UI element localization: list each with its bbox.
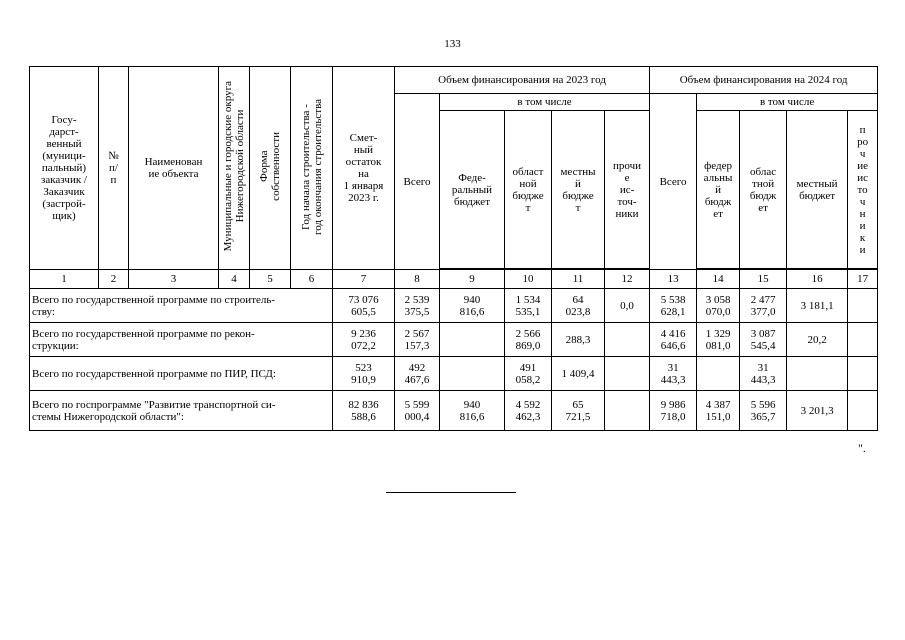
local-2024-cell	[787, 357, 848, 391]
total-2023-cell: 492 467,6	[395, 357, 440, 391]
header-regional-2024: облас тной бюдж ет	[740, 111, 787, 269]
other-2023-cell	[605, 323, 650, 357]
federal-2023-cell	[440, 323, 505, 357]
column-number: 9	[440, 270, 505, 289]
header-incl-2024: в том числе	[697, 94, 878, 111]
other-2024-cell	[848, 357, 878, 391]
total-2024-cell: 31 443,3	[650, 357, 697, 391]
local-2024-cell: 3 201,3	[787, 391, 848, 431]
local-2023-cell: 1 409,4	[552, 357, 605, 391]
bottom-divider	[386, 492, 516, 493]
local-2023-cell: 64 023,8	[552, 289, 605, 323]
table-row	[30, 357, 878, 391]
header-balance: Смет- ный остаток на 1 января 2023 г.	[333, 67, 395, 270]
column-number: 17	[848, 270, 878, 289]
column-number: 6	[291, 270, 333, 289]
column-number: 11	[552, 270, 605, 289]
column-number: 15	[740, 270, 787, 289]
column-number: 4	[219, 270, 250, 289]
regional-2024-cell: 31 443,3	[740, 357, 787, 391]
local-2023-cell: 65 721,5	[552, 391, 605, 431]
column-number-row	[30, 270, 878, 289]
total-2023-cell: 2 539 375,5	[395, 289, 440, 323]
header-regional-2023: област ной бюдже т	[505, 111, 552, 269]
other-2024-cell	[848, 323, 878, 357]
header-customer: Госу- дарст- венный (муници- пальный) заказчик / Заказчик (застрой- щик)	[30, 67, 99, 270]
other-2024-cell	[848, 289, 878, 323]
federal-2023-cell: 940 816,6	[440, 289, 505, 323]
header-federal-2024: федер альны й бюдж ет	[697, 111, 740, 269]
other-2023-cell: 0,0	[605, 289, 650, 323]
header-federal-2023: Феде- ральный бюджет	[440, 111, 505, 269]
header-local-2023: местны й бюдже т	[552, 111, 605, 269]
header-npp: № п/ п	[99, 67, 129, 270]
regional-2024-cell: 3 087 545,4	[740, 323, 787, 357]
row-label: Всего по госпрограмме "Развитие транспортной си- стемы Нижегородской области":	[30, 391, 333, 431]
header-local-2024: местный бюджет	[787, 111, 848, 269]
local-2023-cell: 288,3	[552, 323, 605, 357]
column-number: 8	[395, 270, 440, 289]
column-number: 7	[333, 270, 395, 289]
federal-2024-cell: 1 329 081,0	[697, 323, 740, 357]
balance-cell: 9 236 072,2	[333, 323, 395, 357]
row-label: Всего по государственной программе по строитель- ству:	[30, 289, 333, 323]
regional-2023-cell: 2 566 869,0	[505, 323, 552, 357]
regional-2023-cell: 4 592 462,3	[505, 391, 552, 431]
column-number: 13	[650, 270, 697, 289]
other-2023-cell	[605, 391, 650, 431]
federal-2023-cell: 940 816,6	[440, 391, 505, 431]
local-2024-cell: 3 181,1	[787, 289, 848, 323]
regional-2023-cell: 1 534 535,1	[505, 289, 552, 323]
header-fin-2024: Объем финансирования на 2024 год	[650, 67, 878, 94]
regional-2024-cell: 2 477 377,0	[740, 289, 787, 323]
federal-2023-cell	[440, 357, 505, 391]
federal-2024-cell: 4 387 151,0	[697, 391, 740, 431]
column-number: 3	[129, 270, 219, 289]
column-number: 10	[505, 270, 552, 289]
header-ownership: Форма собственности	[250, 67, 291, 270]
other-2023-cell	[605, 357, 650, 391]
federal-2024-cell: 3 058 070,0	[697, 289, 740, 323]
header-total-2024: Всего	[650, 94, 697, 270]
row-label: Всего по государственной программе по рекон- струкции:	[30, 323, 333, 357]
balance-cell: 523 910,9	[333, 357, 395, 391]
header-years: Год начала строительства - год окончания строительства	[291, 67, 333, 270]
balance-cell: 73 076 605,5	[333, 289, 395, 323]
header-other-2023: прочи е ис- точ- ники	[605, 111, 650, 269]
total-2024-cell: 5 538 628,1	[650, 289, 697, 323]
header-other-2024: п ро ч ие ис то ч н и к и	[848, 111, 878, 269]
header-incl-2023: в том числе	[440, 94, 650, 111]
column-number: 16	[787, 270, 848, 289]
regional-2023-cell: 491 058,2	[505, 357, 552, 391]
total-2024-cell: 9 986 718,0	[650, 391, 697, 431]
header-municipality: Муниципальные и городские округа Нижегородской области	[219, 67, 250, 270]
column-number: 12	[605, 270, 650, 289]
table-row	[30, 391, 878, 431]
column-number: 2	[99, 270, 129, 289]
total-2023-cell: 2 567 157,3	[395, 323, 440, 357]
regional-2024-cell: 5 596 365,7	[740, 391, 787, 431]
column-number: 5	[250, 270, 291, 289]
page-number: 133	[444, 38, 461, 50]
header-total-2023: Всего	[395, 94, 440, 270]
financing-table	[29, 66, 878, 431]
other-2024-cell	[848, 391, 878, 431]
column-number: 14	[697, 270, 740, 289]
table-row	[30, 289, 878, 323]
local-2024-cell: 20,2	[787, 323, 848, 357]
balance-cell: 82 836 588,6	[333, 391, 395, 431]
total-2024-cell: 4 416 646,6	[650, 323, 697, 357]
total-2023-cell: 5 599 000,4	[395, 391, 440, 431]
column-number: 1	[30, 270, 99, 289]
table-row	[30, 323, 878, 357]
row-label: Всего по государственной программе по ПИР, ПСД:	[30, 357, 333, 391]
federal-2024-cell	[697, 357, 740, 391]
closing-quote: ".	[858, 441, 866, 455]
header-object-name: Наименован ие объекта	[129, 67, 219, 270]
header-fin-2023: Объем финансирования на 2023 год	[395, 67, 650, 94]
